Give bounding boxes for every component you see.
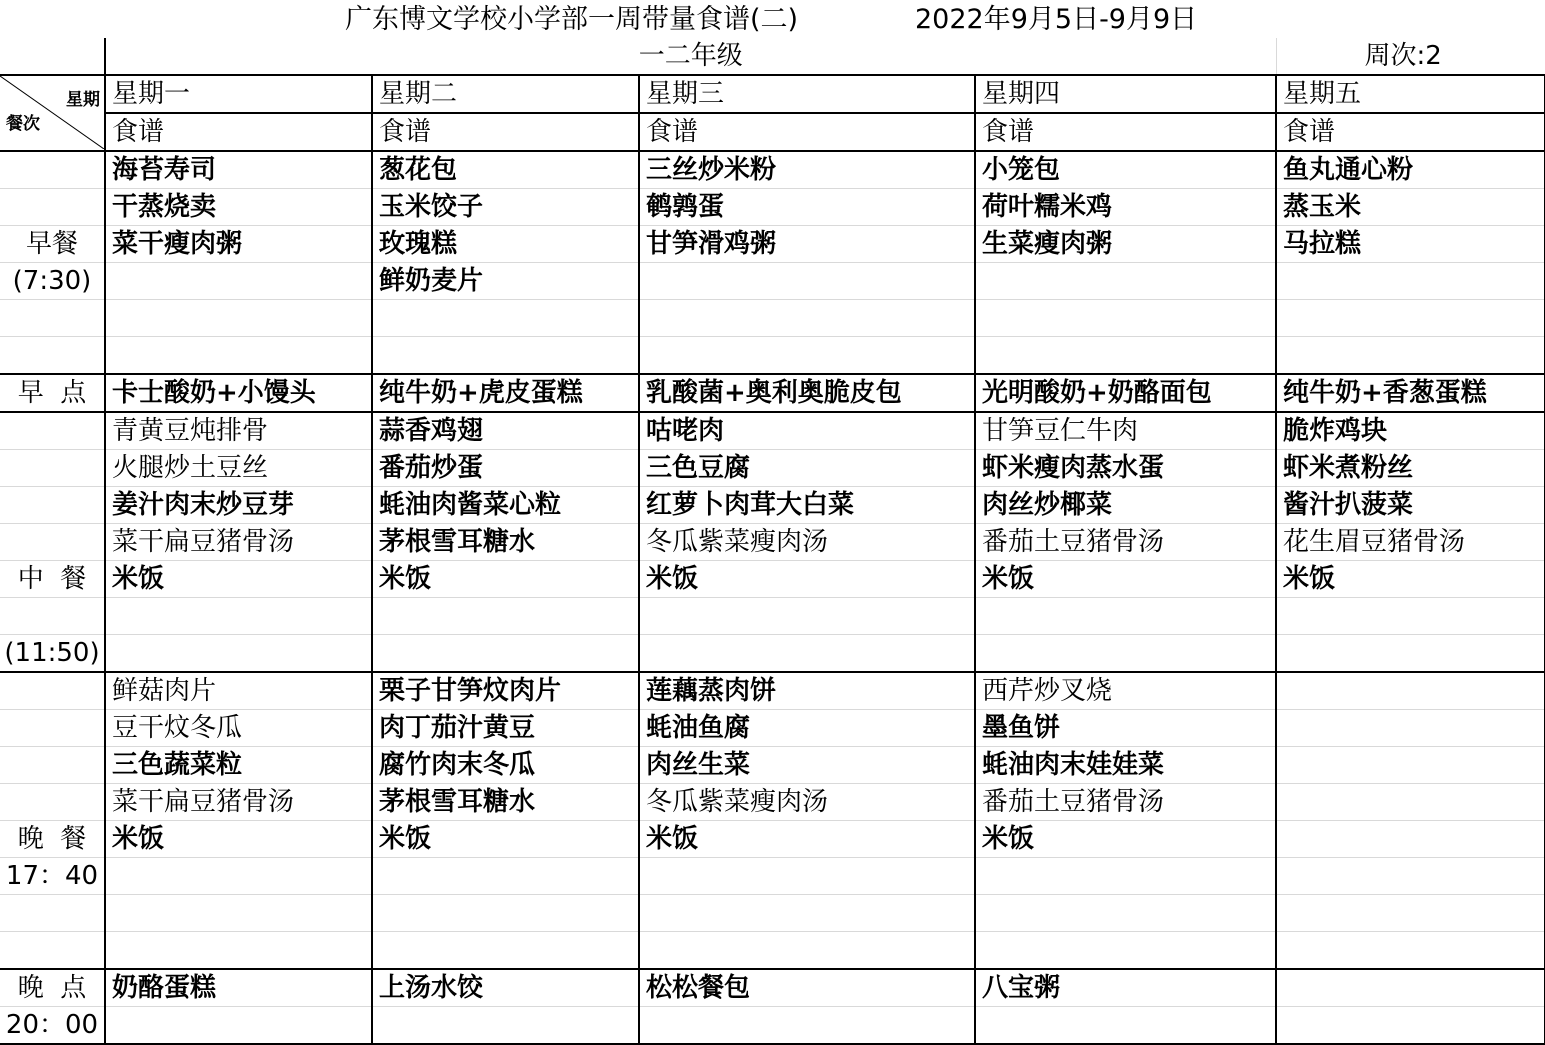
morning_snack-row [0,374,1545,412]
empty-cell [0,784,105,821]
dish-cell: 纯牛奶+香葱蛋糕 [1276,374,1545,412]
dish-cell: 蚝油肉酱菜心粒 [372,487,639,524]
dish-cell [1276,672,1545,710]
corner-meal-label: 餐次 [6,114,40,134]
dish-cell [975,932,1276,970]
dish-cell [639,598,975,635]
dish-cell [639,1007,975,1045]
menu-title: 广东博文学校小学部一周带量食谱(二) [345,4,799,35]
dish-cell: 姜汁肉末炒豆芽 [105,487,372,524]
dish-cell [105,635,372,673]
dish-cell: 冬瓜紫菜瘦肉汤 [639,784,975,821]
dinner-row [0,672,1545,710]
dish-cell [372,895,639,932]
dinner-row [0,932,1545,970]
dish-cell: 鱼丸通心粉 [1276,151,1545,189]
lunch-row [0,412,1545,450]
dish-cell: 生菜瘦肉粥 [975,226,1276,263]
dish-cell: 豆干炆冬瓜 [105,710,372,747]
dish-cell: 番茄炒蛋 [372,450,639,487]
dish-cell: 甘笋滑鸡粥 [639,226,975,263]
dish-cell: 菜干扁豆猪骨汤 [105,784,372,821]
dish-cell: 光明酸奶+奶酪面包 [975,374,1276,412]
lunch-time: (11:50) [0,635,105,673]
dish-cell: 三色蔬菜粒 [105,747,372,784]
dish-cell: 蚝油肉末娃娃菜 [975,747,1276,784]
recipe-label: 食谱 [639,113,975,151]
dish-cell: 马拉糕 [1276,226,1545,263]
lunch-row [0,635,1545,673]
breakfast-label: 早餐 [0,226,105,263]
corner-weekday-label: 星期 [66,90,100,110]
dish-cell [639,337,975,375]
dish-cell: 三丝炒米粉 [639,151,975,189]
dish-cell [1276,1007,1545,1045]
dish-cell [975,895,1276,932]
dish-cell: 火腿炒土豆丝 [105,450,372,487]
dish-cell: 乳酸菌+奥利奥脆皮包 [639,374,975,412]
dish-cell: 脆炸鸡块 [1276,412,1545,450]
dish-cell: 干蒸烧卖 [105,189,372,226]
recipe-label: 食谱 [105,113,372,151]
dish-cell [975,263,1276,300]
dish-cell [975,858,1276,895]
dish-cell: 上汤水饺 [372,969,639,1007]
dish-cell [1276,784,1545,821]
dish-cell: 蒸玉米 [1276,189,1545,226]
empty-cell [0,450,105,487]
dish-cell: 酱汁扒菠菜 [1276,487,1545,524]
breakfast-row [0,300,1545,337]
dish-cell: 虾米瘦肉蒸水蛋 [975,450,1276,487]
dish-cell [639,300,975,337]
day-header-row [0,75,1545,113]
dish-cell [105,598,372,635]
dish-cell: 海苔寿司 [105,151,372,189]
week-number: 周次:2 [1276,38,1545,75]
dish-cell [105,895,372,932]
day-header: 星期四 [975,75,1276,113]
empty-cell [0,672,105,710]
breakfast-time: (7:30) [0,263,105,300]
dish-cell [372,300,639,337]
dish-cell: 鲜奶麦片 [372,263,639,300]
empty-cell [0,895,105,932]
lunch-row [0,598,1545,635]
dish-cell [1276,263,1545,300]
lunch-row [0,450,1545,487]
recipe-label: 食谱 [975,113,1276,151]
lunch-label: 中 餐 [0,561,105,598]
dish-cell: 咕咾肉 [639,412,975,450]
dish-cell: 番茄土豆猪骨汤 [975,784,1276,821]
dish-cell: 奶酪蛋糕 [105,969,372,1007]
dinner-row [0,821,1545,858]
dish-cell: 冬瓜紫菜瘦肉汤 [639,524,975,561]
dish-cell: 墨鱼饼 [975,710,1276,747]
dish-cell: 茅根雪耳糖水 [372,524,639,561]
dish-cell [372,337,639,375]
dish-cell [105,932,372,970]
lunch-row [0,524,1545,561]
empty-cell [0,932,105,970]
empty-cell [0,38,105,75]
corner-header [0,75,105,151]
empty-cell [0,151,105,189]
empty-cell [0,337,105,375]
day-header: 星期五 [1276,75,1545,113]
dish-cell: 米饭 [1276,561,1545,598]
dish-cell: 鹌鹑蛋 [639,189,975,226]
breakfast-row [0,189,1545,226]
empty-cell [0,710,105,747]
dinner-row [0,747,1545,784]
dish-cell [639,263,975,300]
breakfast-row [0,226,1545,263]
dish-cell: 青黄豆炖排骨 [105,412,372,450]
dish-cell: 小笼包 [975,151,1276,189]
dish-cell: 松松餐包 [639,969,975,1007]
breakfast-row [0,337,1545,375]
dish-cell: 红萝卜肉茸大白菜 [639,487,975,524]
dish-cell: 菜干扁豆猪骨汤 [105,524,372,561]
evening_snack-row [0,969,1545,1007]
dish-cell [105,1007,372,1045]
dish-cell: 玫瑰糕 [372,226,639,263]
dish-cell: 葱花包 [372,151,639,189]
dish-cell: 虾米煮粉丝 [1276,450,1545,487]
dish-cell [1276,598,1545,635]
dish-cell: 西芹炒叉烧 [975,672,1276,710]
dinner-time: 17：40 [0,858,105,895]
dish-cell [639,635,975,673]
dish-cell: 肉丁茄汁黄豆 [372,710,639,747]
dish-cell: 米饭 [372,561,639,598]
dish-cell [639,895,975,932]
dish-cell: 米饭 [639,821,975,858]
dish-cell: 肉丝生菜 [639,747,975,784]
dinner-row [0,710,1545,747]
dish-cell: 蒜香鸡翅 [372,412,639,450]
dish-cell [975,300,1276,337]
dish-cell [975,1007,1276,1045]
recipe-label: 食谱 [1276,113,1545,151]
dish-cell: 甘笋豆仁牛肉 [975,412,1276,450]
dish-cell [372,598,639,635]
dinner-row [0,784,1545,821]
empty-cell [0,747,105,784]
dish-cell [1276,300,1545,337]
dinner-row [0,895,1545,932]
morning_snack-label: 早 点 [0,374,105,412]
dish-cell: 米饭 [372,821,639,858]
breakfast-row [0,151,1545,189]
diagonal-line [0,76,104,149]
dish-cell: 八宝粥 [975,969,1276,1007]
evening_snack-time: 20：00 [0,1007,105,1045]
dish-cell: 腐竹肉末冬瓜 [372,747,639,784]
dish-cell: 米饭 [105,821,372,858]
dish-cell: 茅根雪耳糖水 [372,784,639,821]
dish-cell [105,858,372,895]
day-header: 星期一 [105,75,372,113]
menu-table [0,38,1545,1045]
dish-cell: 肉丝炒椰菜 [975,487,1276,524]
empty-cell [0,412,105,450]
dish-cell [975,337,1276,375]
dish-cell [372,932,639,970]
dish-cell [1276,895,1545,932]
lunch-row [0,487,1545,524]
dish-cell: 番茄土豆猪骨汤 [975,524,1276,561]
dish-cell: 卡士酸奶+小馒头 [105,374,372,412]
dish-cell [372,635,639,673]
sheet-title [0,0,1545,38]
dish-cell [1276,858,1545,895]
dish-cell [639,858,975,895]
dish-cell [1276,821,1545,858]
dish-cell: 栗子甘笋炆肉片 [372,672,639,710]
dish-cell: 三色豆腐 [639,450,975,487]
dish-cell: 花生眉豆猪骨汤 [1276,524,1545,561]
dish-cell [1276,337,1545,375]
empty-cell [0,598,105,635]
grade-label: 一二年级 [105,38,1276,75]
dish-cell [1276,635,1545,673]
recipe-label-row [0,113,1545,151]
dish-cell [105,263,372,300]
dish-cell [639,932,975,970]
dish-cell [1276,710,1545,747]
dish-cell [1276,932,1545,970]
dinner-row [0,858,1545,895]
empty-cell [0,189,105,226]
day-header: 星期三 [639,75,975,113]
recipe-label: 食谱 [372,113,639,151]
evening_snack-row [0,1007,1545,1045]
breakfast-row [0,263,1545,300]
empty-cell [0,524,105,561]
dish-cell: 米饭 [975,561,1276,598]
dish-cell [1276,747,1545,784]
dish-cell: 菜干瘦肉粥 [105,226,372,263]
dish-cell [105,300,372,337]
day-header: 星期二 [372,75,639,113]
dish-cell: 纯牛奶+虎皮蛋糕 [372,374,639,412]
dish-cell [105,337,372,375]
empty-cell [0,487,105,524]
dish-cell: 莲藕蒸肉饼 [639,672,975,710]
dish-cell [1276,969,1545,1007]
dish-cell [372,858,639,895]
dish-cell [975,635,1276,673]
dish-cell [975,598,1276,635]
dish-cell: 鲜菇肉片 [105,672,372,710]
dish-cell: 米饭 [639,561,975,598]
dish-cell: 米饭 [105,561,372,598]
dish-cell: 米饭 [975,821,1276,858]
empty-cell [0,300,105,337]
grade-row [0,38,1545,75]
dish-cell [372,1007,639,1045]
dish-cell: 蚝油鱼腐 [639,710,975,747]
menu-date-range: 2022年9月5日-9月9日 [915,4,1198,35]
dinner-label: 晚 餐 [0,821,105,858]
lunch-row [0,561,1545,598]
evening_snack-label: 晚 点 [0,969,105,1007]
dish-cell: 荷叶糯米鸡 [975,189,1276,226]
dish-cell: 玉米饺子 [372,189,639,226]
